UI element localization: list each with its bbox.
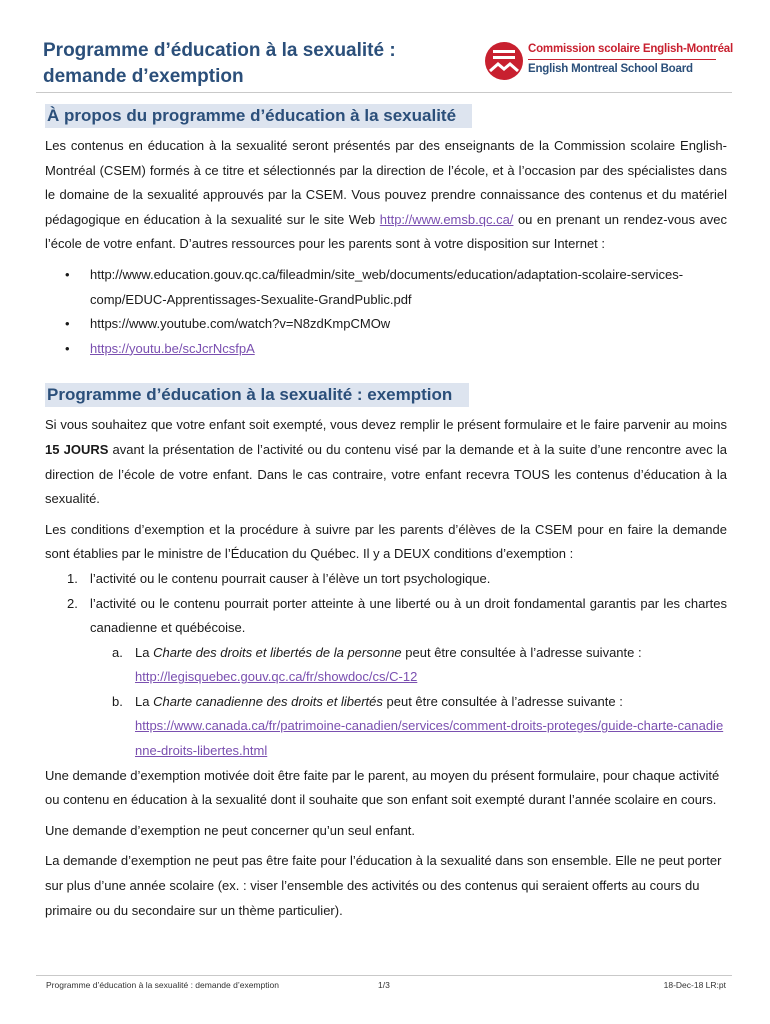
footer-date-code: 18-Dec-18 LR:pt (663, 980, 726, 990)
emsb-logo (484, 41, 734, 83)
list-item: • http://www.education.gouv.qc.ca/fileadmin/site_web/documents/education/adaptation-scolaire-services-comp/EDUC-Apprentissages-Sexualite-GrandPublic.pdf (65, 266, 684, 307)
exemption-paragraph-5: La demande d’exemption ne peut pas être faite pour l’éducation à la sexualité dans son ensemble. Elle ne peut porter sur plus d’une année scolaire (ex. : viser l’ensemble des activités ou des contenus qui seraient offerts au cours du primaire ou du secondaire sur un thème particulier). (45, 853, 722, 918)
footer-document-title: Programme d’éducation à la sexualité : demande d’exemption (46, 980, 279, 990)
exemption-paragraph-4: Une demande d’exemption ne peut concerner qu’un seul enfant. (45, 822, 416, 838)
quebec-charter-link[interactable]: http://legisquebec.gouv.qc.ca/fr/showdoc/cs/C-12 (135, 669, 418, 685)
header-divider (36, 92, 732, 93)
resource-url-youtube: https://www.youtube.com/watch?v=N8zdKmpCMOw (90, 316, 391, 332)
section-heading-about: À propos du programme d’éducation à la sexualité (45, 104, 472, 128)
list-item: 1. l’activité ou le contenu pourrait causer à l’élève un tort psychologique. (67, 570, 491, 586)
conditions-list (45, 567, 727, 764)
list-item: • https://youtu.be/scJcrNcsfpA (65, 340, 255, 356)
charters-list (45, 641, 727, 764)
document-title (43, 38, 463, 90)
resource-link-youtu-be[interactable]: https://youtu.be/scJcrNcsfpA (90, 340, 255, 356)
footer-divider (36, 975, 732, 976)
list-item: 2. l’activité ou le contenu pourrait porter atteinte à une liberté ou à un droit fondamental garantis par les chartes canadienne et québécoise. a. La Charte des droits et libertés de la personne peut être consultée à l’adresse suivante : http://legisquebec.gouv.qc.ca/fr/showdoc/cs/C-12 b. La Charte canadienne des droits et libertés peut être consultée à l’adresse suivante : https://www.canada.ca/fr/patrimoine-canadien/services/comment-droits-proteges/guide-charte-canadienne-droits-libertes.html (45, 592, 727, 764)
about-paragraph: Les contenus en éducation à la sexualité seront présentés par des enseignants de la Commission scolaire English-Montréal (CSEM) formés à ce titre et sélectionnés par la direction de l’école, et à l’occasion par des spécialistes dans le domaine de la sexualité approuvés par la CSEM. Vous pouvez prendre connaissance des contenus et du matériel pédagogique en éducation à la sexualité sur le site Web http://www.emsb.qc.ca/ ou en prenant un rendez-vous avec l’école de votre enfant. D’autres ressources pour les parents sont à votre disposition sur Internet : (45, 138, 727, 252)
title-line-1: Programme d’éducation à la sexualité : (43, 40, 396, 61)
main-content (45, 104, 727, 923)
exemption-paragraph-1: Si vous souhaitez que votre enfant soit exempté, vous devez remplir le présent formulaire et le faire parvenir au moins 15 JOURS avant la présentation de l’activité ou du contenu visé par la demande et à la suite d’une rencontre avec la direction de l’école de votre enfant. Dans le cas contraire, votre enfant recevra TOUS les contenus d’éducation à la sexualité. (45, 417, 727, 507)
canadian-charter-link[interactable]: https://www.canada.ca/fr/patrimoine-canadien/services/comment-droits-proteges/guide-charte-canadienne-droits-libertes.html (135, 718, 724, 759)
resource-url-education: http://www.education.gouv.qc.ca/fileadmin/site_web/documents/education/adaptation-scolaire-services-comp/EDUC-Apprentissages-Sexualite-GrandPublic.pdf (90, 266, 684, 307)
exemption-paragraph-2: Les conditions d’exemption et la procédure à suivre par les parents d’élèves de la CSEM pour en faire la demande sont établies par le ministre de l’Éducation du Québec. Il y a DEUX conditions d’exemption : (45, 521, 727, 562)
emsb-website-link[interactable]: http://www.emsb.qc.ca/ (379, 211, 514, 227)
list-item: • https://www.youtube.com/watch?v=N8zdKmpCMOw (65, 316, 391, 332)
section-heading-exemption: Programme d’éducation à la sexualité : exemption (45, 383, 469, 407)
logo-text-french: Commission scolaire English-Montréal (528, 43, 733, 55)
list-item: b. La Charte canadienne des droits et libertés peut être consultée à l’adresse suivante : https://www.canada.ca/fr/patrimoine-canadien/services/comment-droits-proteges/guide-charte-canadienne-droits-libertes.html (112, 693, 724, 759)
emsb-logo-icon (484, 41, 524, 81)
footer-page-number: 1/3 (378, 980, 390, 990)
list-item: a. La Charte des droits et libertés de la personne peut être consultée à l’adresse suivante : http://legisquebec.gouv.qc.ca/fr/showdoc/cs/C-12 (112, 644, 642, 685)
deadline-emphasis: 15 JOURS (45, 441, 109, 457)
resource-list (45, 263, 727, 361)
logo-text-english: English Montreal School Board (528, 63, 693, 75)
logo-divider (528, 59, 716, 60)
title-line-2: demande d’exemption (43, 66, 244, 87)
exemption-paragraph-3: Une demande d’exemption motivée doit être faite par le parent, au moyen du présent formulaire, pour chaque activité ou contenu en éducation à la sexualité dont il souhaite que son enfant soit exempté durant l’année scolaire en cours. (45, 767, 720, 808)
